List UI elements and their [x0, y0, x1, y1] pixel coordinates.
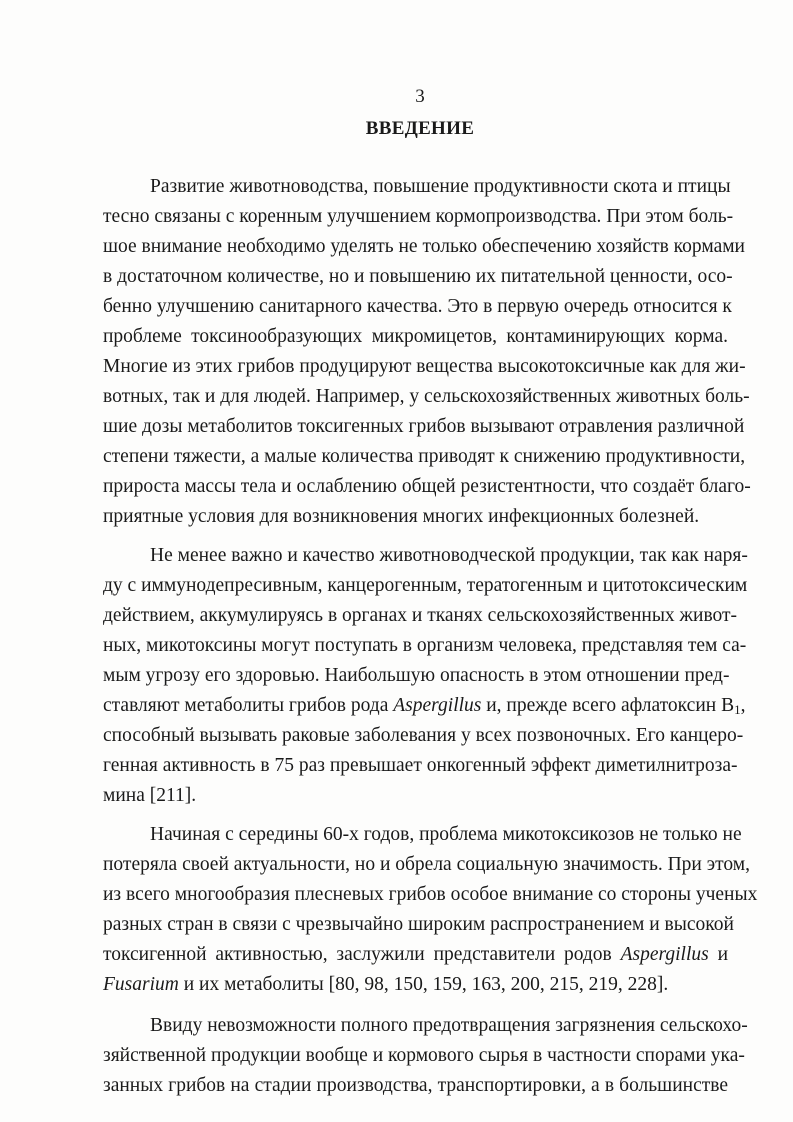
text-line: мина [211].	[103, 785, 197, 806]
text-line: разных стран в связи с чрезвычайно широким распространением и высокой	[103, 914, 734, 935]
text-line: зяйственной продукции вообще и кормового сырья в частности спорами ука-	[103, 1045, 745, 1066]
text-line: в достаточном количестве, но и повышению их питательной ценности, осо-	[103, 266, 733, 287]
section-heading: ВВЕДЕНИЕ	[365, 118, 475, 139]
text-line: Ввиду невозможности полного предотвращения загрязнения сельскохо-	[150, 1015, 748, 1036]
text-line: Многие из этих грибов продуцируют вещества высокотоксичные как для жи-	[103, 356, 746, 377]
text-line	[103, 691, 746, 721]
text-run: и их метаболиты [80, 98, 150, 159, 163, 200, 215, 219, 228].	[178, 974, 669, 995]
genus-name: Aspergillus	[393, 695, 482, 716]
text-line: способный вызывать раковые заболевания у всех позвоночных. Его канцеро-	[103, 725, 744, 746]
text-run: токсигенной активностью, заслужили представители родов	[103, 944, 621, 965]
text-line: шие дозы метаболитов токсигенных грибов вызывают отравления различной	[103, 416, 745, 437]
text-line	[103, 940, 728, 970]
text-line: бенно улучшению санитарного качества. Это в первую очередь относится к	[103, 296, 732, 317]
text-line: проблеме токсинообразующих микромицетов, контаминирующих корма.	[103, 326, 728, 347]
text-line: ду с иммунодепресивным, канцерогенным, тератогенным и цитотоксическим	[103, 575, 748, 596]
paragraph-spacer	[103, 811, 728, 820]
text-line: Развитие животноводства, повышение продуктивности скота и птицы	[150, 176, 731, 197]
text-line: тесно связаны с коренным улучшением кормопроизводства. При этом боль-	[103, 206, 734, 227]
page-number: 3	[415, 86, 425, 107]
text-line: действием, аккумулируясь в органах и тканях сельскохозяйственных живот-	[103, 605, 738, 626]
text-line: ных, микотоксины могут поступать в организм человека, представляя тем са-	[103, 635, 747, 656]
text-run: ,	[740, 695, 746, 716]
text-run: и, прежде всего афлатоксин B	[481, 695, 735, 716]
text-run: ставляют метаболиты грибов рода	[103, 695, 394, 716]
body-text	[103, 172, 758, 1101]
text-line: из всего многообразия плесневых грибов особое внимание со стороны ученых	[103, 884, 758, 905]
text-line: приятные условия для возникновения многих инфекционных болезней.	[103, 506, 700, 527]
text-line: занных грибов на стадии производства, транспортировки, а в большинстве	[103, 1075, 728, 1096]
text-line: степени тяжести, а малые количества приводят к снижению продуктивности,	[103, 446, 746, 467]
text-line: генная активность в 75 раз превышает онкогенный эффект диметилнитроза-	[103, 755, 738, 776]
text-line: потеряла своей актуальности, но и обрела социальную значимость. При этом,	[103, 854, 750, 875]
text-line: мым угрозу его здоровью. Наибольшую опасность в этом отношении пред-	[103, 665, 730, 686]
text-line	[103, 970, 728, 1000]
text-run: и	[708, 944, 728, 965]
text-line: Начиная с середины 60-х годов, проблема микотоксикозов не только не	[150, 824, 742, 845]
subscript: 1	[734, 702, 741, 717]
paragraph-3	[103, 820, 758, 1000]
paragraph-spacer	[103, 1000, 728, 1011]
paragraph-2	[103, 541, 748, 811]
text-line: шое внимание необходимо уделять не только обеспечению хозяйств кормами	[103, 236, 745, 257]
paragraph-4	[103, 1011, 748, 1101]
genus-name: Aspergillus	[620, 944, 709, 965]
text-line: вотных, так и для людей. Например, у сельскохозяйственных животных боль-	[103, 386, 750, 407]
genus-name: Fusarium	[103, 974, 179, 995]
paragraph-1	[103, 172, 751, 532]
text-line: Не менее важно и качество животноводческой продукции, так как наря-	[150, 545, 748, 566]
paragraph-spacer	[103, 532, 728, 541]
text-line: прироста массы тела и ослаблению общей резистентности, что создаёт благо-	[103, 476, 751, 497]
